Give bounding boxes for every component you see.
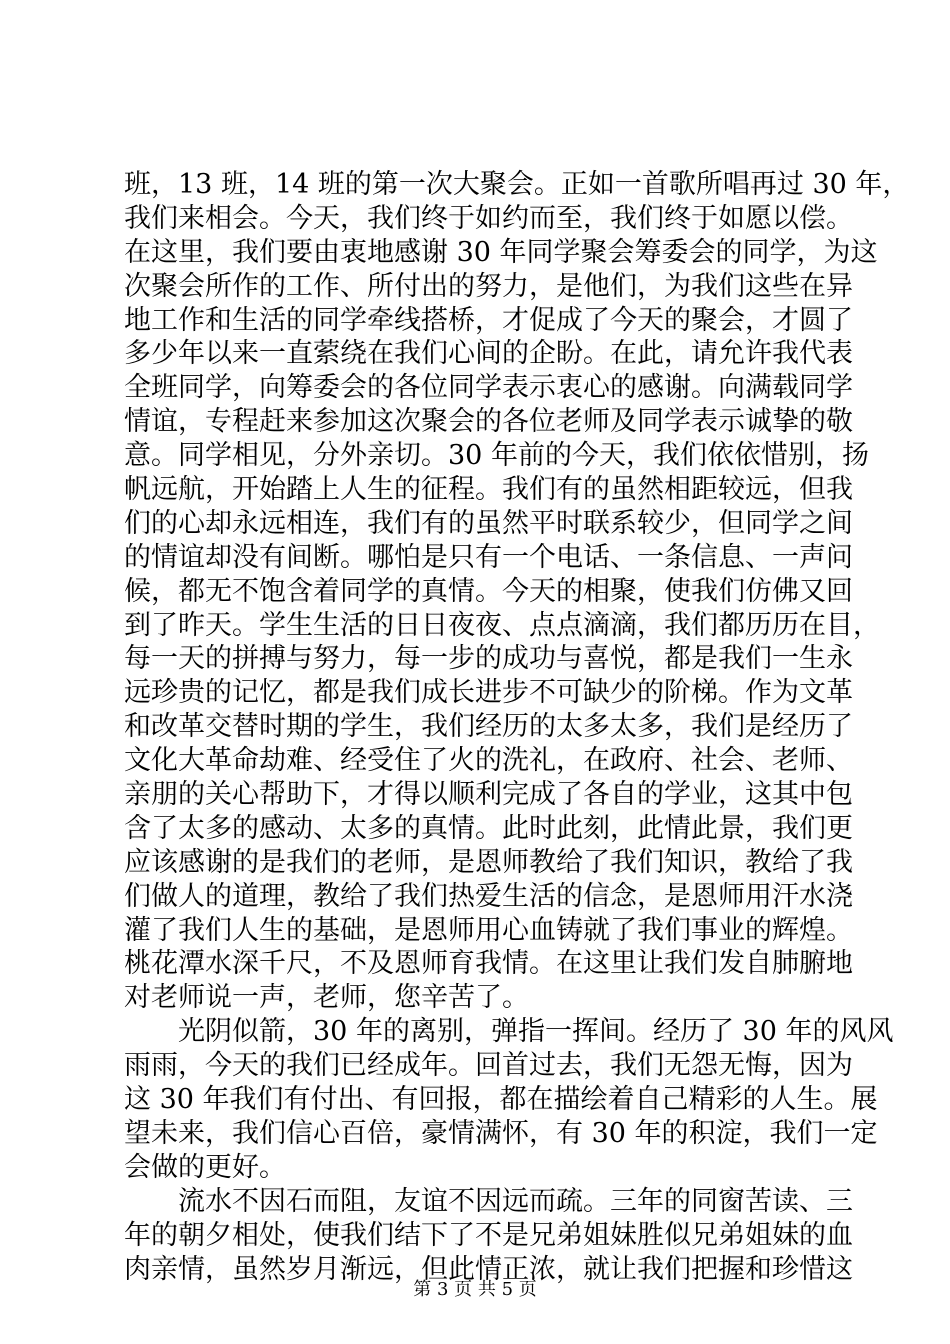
text-line: 望未来，我们信心百倍，豪情满怀，有 30 年的积淀，我们一定: [124, 1117, 878, 1149]
text-line: 会做的更好。: [124, 1151, 286, 1183]
body-text: [124, 168, 910, 1286]
text-line: 我们来相会。今天，我们终于如约而至，我们终于如愿以偿。: [124, 202, 853, 234]
text-line: 们的心却永远相连，我们有的虽然平时联系较少，但同学之间: [124, 507, 853, 539]
text-line: 在这里，我们要由衷地感谢 30 年同学聚会筹委会的同学，为这: [124, 236, 878, 268]
text-line: 候，都无不饱含着同学的真情。今天的相聚，使我们仿佛又回: [124, 575, 853, 607]
text-line: 班，13 班，14 班的第一次大聚会。正如一首歌所唱再过 30 年，: [124, 169, 910, 200]
text-line: 帆远航，开始踏上人生的征程。我们有的虽然相距较远，但我: [124, 474, 853, 506]
text-line: 灌了我们人生的基础，是恩师用心血铸就了我们事业的辉煌。: [124, 914, 853, 946]
text-line: 肉亲情，虽然岁月渐远，但此情正浓，就让我们把握和珍惜这: [124, 1253, 853, 1285]
text-line: 情谊，专程赶来参加这次聚会的各位老师及同学表示诚挚的敬: [124, 406, 853, 438]
text-line: 多少年以来一直萦绕在我们心间的企盼。在此，请允许我代表: [124, 338, 853, 370]
text-line: 这 30 年我们有付出、有回报，都在描绘着自己精彩的人生。展: [124, 1084, 878, 1116]
text-line: 地工作和生活的同学牵线搭桥，才促成了今天的聚会，才圆了: [124, 304, 853, 336]
text-line: 意。同学相见，分外亲切。30 年前的今天，我们依依惜别，扬: [124, 440, 869, 472]
text-line: 的情谊却没有间断。哪怕是只有一个电话、一条信息、一声问: [124, 541, 853, 573]
text-line: 们做人的道理，教给了我们热爱生活的信念，是恩师用汗水浇: [124, 880, 853, 912]
text-line: 和改革交替时期的学生，我们经历的太多太多，我们是经历了: [124, 711, 853, 743]
text-line: 含了太多的感动、太多的真情。此时此刻，此情此景，我们更: [124, 812, 853, 844]
text-line: 雨雨，今天的我们已经成年。回首过去，我们无怨无悔，因为: [124, 1050, 853, 1082]
text-line: 年的朝夕相处，使我们结下了不是兄弟姐妹胜似兄弟姐妹的血: [124, 1219, 853, 1251]
text-line: 亲朋的关心帮助下，才得以顺利完成了各自的学业，这其中包: [124, 779, 853, 811]
text-line: 次聚会所作的工作、所付出的努力，是他们，为我们这些在异: [124, 270, 853, 302]
text-line: 流水不因石而阻，友谊不因远而疏。三年的同窗苦读、三: [124, 1185, 853, 1217]
text-line: 全班同学，向筹委会的各位同学表示衷心的感谢。向满载同学: [124, 372, 853, 404]
text-line: 文化大革命劫难、经受住了火的洗礼，在政府、社会、老师、: [124, 745, 853, 777]
text-line: 光阴似箭，30 年的离别，弹指一挥间。经历了 30 年的风风: [124, 1016, 894, 1048]
page-footer: 第 3 页 共 5 页: [413, 1279, 537, 1300]
text-line: 桃花潭水深千尺，不及恩师育我情。在这里让我们发自肺腑地: [124, 948, 853, 980]
text-line: 应该感谢的是我们的老师，是恩师教给了我们知识，教给了我: [124, 846, 853, 878]
text-line: 到了昨天。学生生活的日日夜夜、点点滴滴，我们都历历在目，: [124, 609, 880, 641]
text-line: 远珍贵的记忆，都是我们成长进步不可缺少的阶梯。作为文革: [124, 677, 853, 709]
text-line: 每一天的拼搏与努力，每一步的成功与喜悦，都是我们一生永: [124, 643, 853, 675]
text-line: 对老师说一声，老师，您辛苦了。: [124, 982, 529, 1014]
